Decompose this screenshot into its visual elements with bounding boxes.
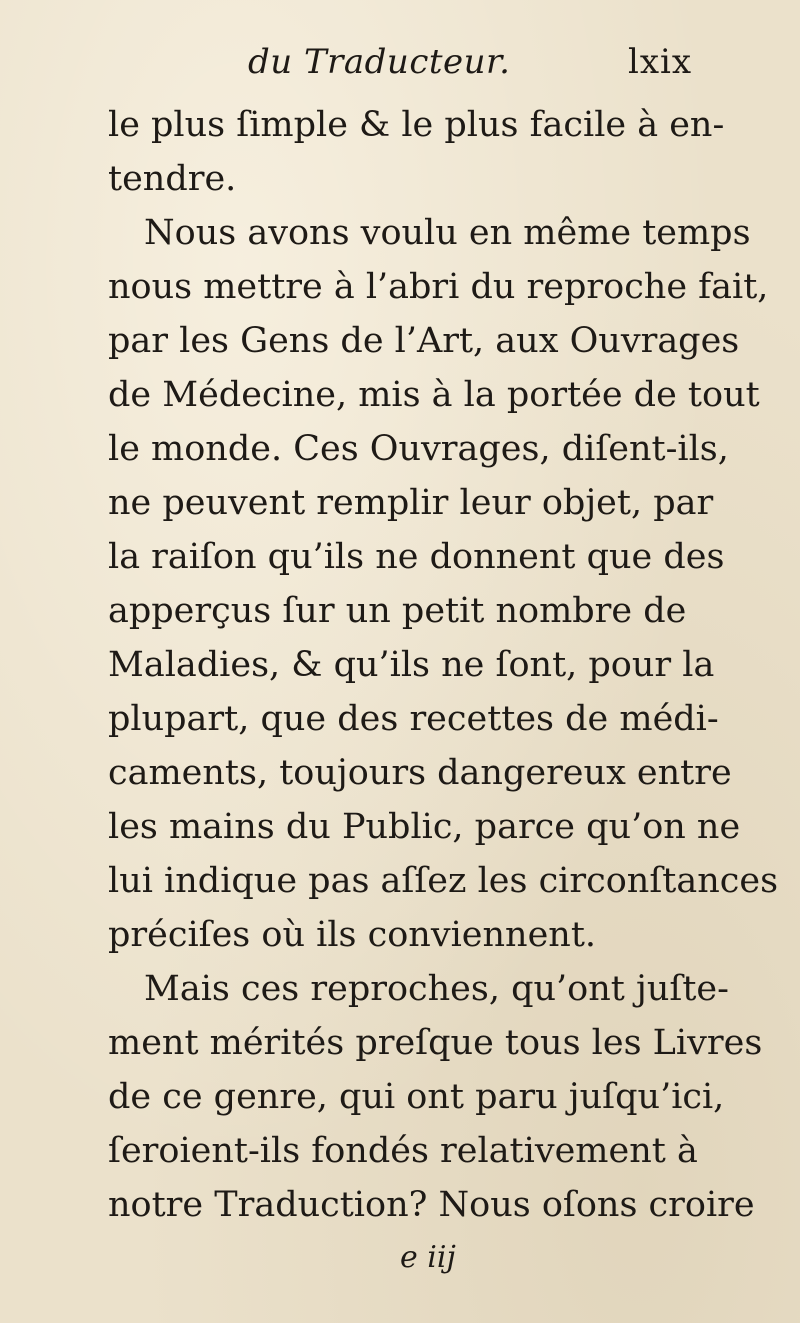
text-line: Maladies, & qu’ils ne ſont, pour la [108,645,715,685]
text-line: par les Gens de l’Art, aux Ouvrages [108,321,740,361]
text-line: de ce genre, qui ont paru juſqu’ici, [108,1077,725,1117]
page-header [0,42,800,92]
text-line: Nous avons voulu en même temps [144,213,751,253]
text-line: le plus ſimple & le plus facile à en- [108,105,725,145]
text-line: préciſes où ils conviennent. [108,915,597,955]
running-title: du Traducteur. [248,42,511,82]
text-line: nous mettre à l’abri du reproche fait, [108,267,769,307]
text-line: ne peuvent remplir leur objet, par [108,483,714,523]
text-line: plupart, que des recettes de médi- [108,699,719,739]
text-line: ment mérités preſque tous les Livres [108,1023,763,1063]
text-line: le monde. Ces Ouvrages, diſent-ils, [108,429,729,469]
text-line: notre Traduction? Nous oſons croire [108,1185,755,1225]
text-line: Mais ces reproches, qu’ont juſte- [144,969,729,1009]
page-number: lxix [628,42,693,82]
text-line: caments, toujours dangereux entre [108,753,732,793]
text-line: apperçus ſur un petit nombre de [108,591,687,631]
text-line: lui indique pas aſſez les circonſtances [108,861,779,901]
signature-mark: e iij [400,1240,456,1275]
text-line: tendre. [108,159,237,199]
text-line: de Médecine, mis à la portée de tout [108,375,760,415]
text-line: ſeroient-ils fondés relativement à [108,1131,698,1171]
text-line: les mains du Public, parce qu’on ne [108,807,741,847]
text-line: la raiſon qu’ils ne donnent que des [108,537,725,577]
